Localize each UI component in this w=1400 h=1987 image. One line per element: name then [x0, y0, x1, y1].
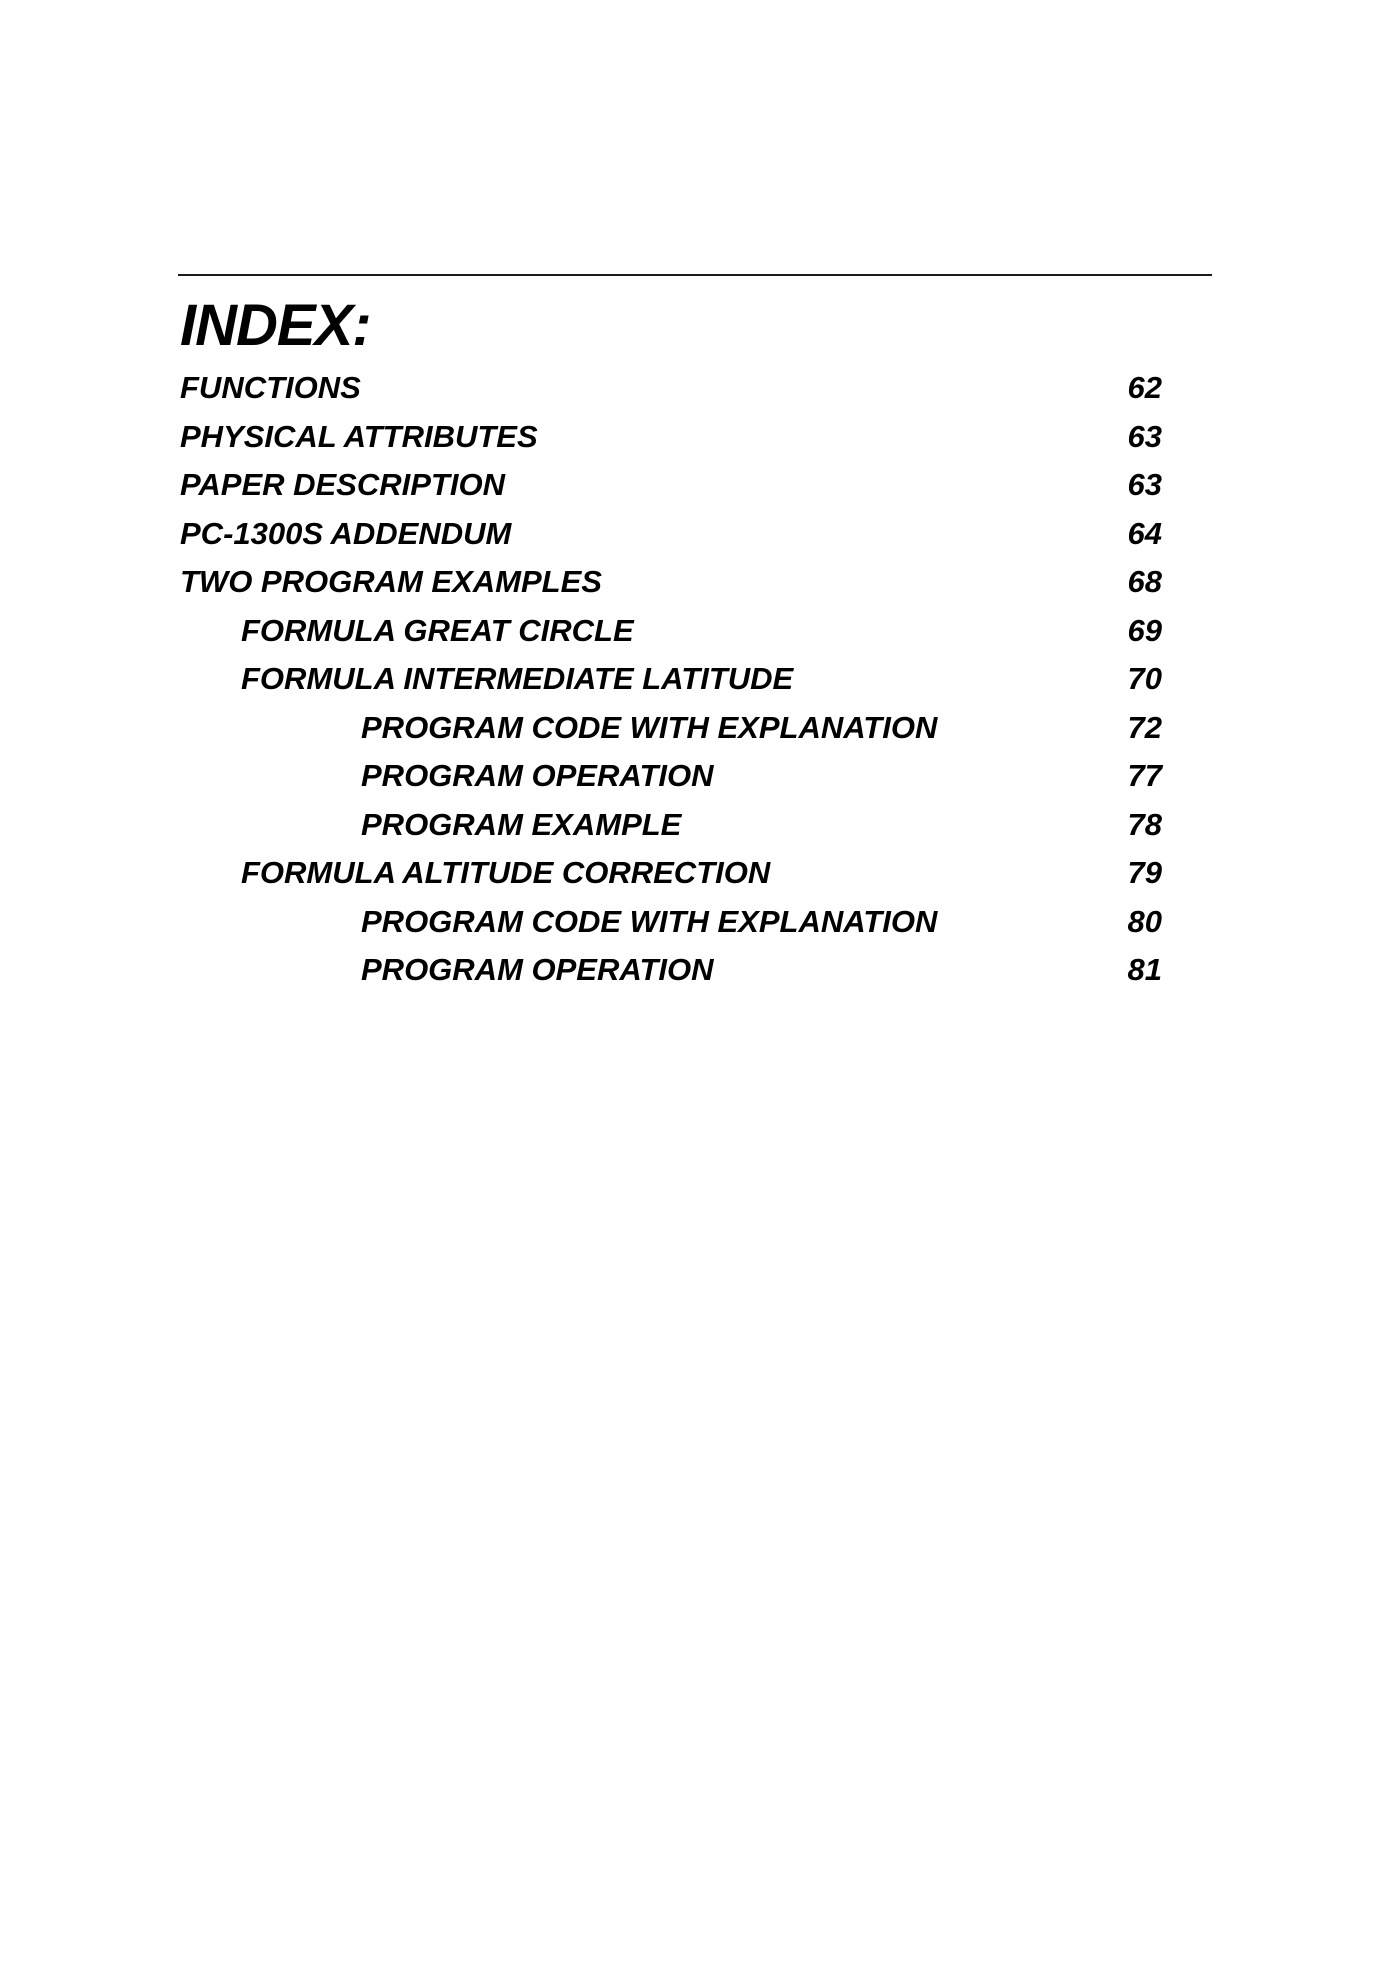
index-entry-page: 64 [1127, 515, 1162, 551]
index-entry[interactable] [180, 364, 1162, 413]
index-entry-label: PAPER DESCRIPTION [180, 467, 505, 502]
index-entry-label: PROGRAM CODE WITH EXPLANATION [361, 709, 938, 745]
index-subentry[interactable] [180, 849, 1162, 898]
index-entry-page: 68 [1127, 564, 1162, 599]
index-list [180, 364, 1162, 995]
index-entry[interactable] [180, 461, 1162, 510]
index-entry-page: 70 [1127, 661, 1162, 696]
index-entry[interactable] [180, 558, 1162, 607]
index-entry-page: 72 [1127, 709, 1162, 745]
index-entry-page: 81 [1127, 952, 1162, 987]
index-entry-label: PC-1300S ADDENDUM [180, 515, 512, 551]
index-subentry[interactable] [180, 607, 1162, 656]
index-entry-label: TWO PROGRAM EXAMPLES [180, 564, 602, 599]
index-entry-label: PROGRAM EXAMPLE [361, 806, 682, 842]
index-entry[interactable] [180, 510, 1162, 559]
index-entry-label: PROGRAM OPERATION [361, 758, 714, 793]
index-entry-label: PROGRAM OPERATION [361, 952, 714, 987]
index-subsubentry[interactable] [180, 801, 1162, 850]
index-entry-label: FORMULA GREAT CIRCLE [241, 612, 634, 648]
index-entry-page: 80 [1127, 903, 1162, 939]
index-entry-page: 63 [1127, 418, 1162, 454]
index-entry-label: FORMULA INTERMEDIATE LATITUDE [241, 661, 794, 696]
index-subsubentry[interactable] [180, 752, 1162, 801]
index-entry-page: 78 [1127, 806, 1162, 842]
index-subentry[interactable] [180, 655, 1162, 704]
index-subsubentry[interactable] [180, 898, 1162, 947]
index-entry-label: PROGRAM CODE WITH EXPLANATION [361, 903, 938, 939]
index-entry-page: 77 [1127, 758, 1162, 793]
header-rule [178, 274, 1212, 276]
index-entry-page: 69 [1127, 612, 1162, 648]
index-subsubentry[interactable] [180, 704, 1162, 753]
index-entry-label: FUNCTIONS [180, 370, 361, 405]
index-entry-label: PHYSICAL ATTRIBUTES [180, 418, 538, 454]
index-entry-label: FORMULA ALTITUDE CORRECTION [241, 855, 771, 890]
index-entry-page: 63 [1127, 467, 1162, 502]
index-entry-page: 79 [1127, 855, 1162, 890]
index-subsubentry[interactable] [180, 946, 1162, 995]
page-title: INDEX: [180, 293, 371, 358]
index-entry-page: 62 [1127, 370, 1162, 405]
index-entry[interactable] [180, 413, 1162, 462]
